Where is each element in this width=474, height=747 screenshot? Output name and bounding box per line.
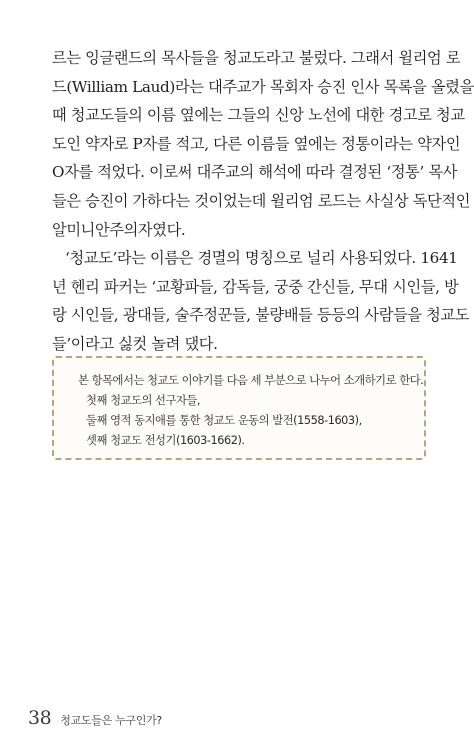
note-box-content bbox=[78, 371, 424, 451]
page-number: 38 bbox=[28, 707, 52, 729]
paragraph-1-line-6: 들은 승진이 가하다는 것이었는데 윌리엄 로드는 사실상 독단적인 bbox=[52, 191, 471, 210]
note-box-item-1: 첫째 청교도의 선구자들, bbox=[86, 394, 201, 407]
paragraph-1-line-4: 도인 약자로 P자를 적고, 다른 이름들 옆에는 정통이라는 약자인 bbox=[52, 134, 461, 153]
paragraph-1-line-3: 때 청교도들의 이름 옆에는 그들의 신앙 노선에 대한 경고로 청교 bbox=[52, 106, 465, 125]
note-box-item-3: 셋째 청교도 전성기(1603-1662). bbox=[86, 434, 245, 447]
page-footer bbox=[28, 707, 162, 729]
running-title: 청교도들은 누구인가? bbox=[60, 714, 162, 727]
paragraph-1-line-2: 드(William Laud)라는 대주교가 목회자 승진 인사 목록을 올렸을 bbox=[52, 77, 474, 96]
paragraph-2-line-3: 랑 시인들, 광대들, 술주정꾼들, 불량배들 등등의 사람들을 청교도 bbox=[52, 306, 470, 325]
paragraph-2-line-4: 들’이라고 싫컷 놀려 댔다. bbox=[52, 334, 218, 353]
note-box-item-2: 둘째 영적 동지애를 통한 청교도 운동의 발전(1558-1603), bbox=[86, 414, 362, 427]
paragraph-1-line-7: 알미니안주의자였다. bbox=[52, 220, 186, 239]
paragraph-1-line-5: O자를 적었다. 이로써 대주교의 해석에 따라 결정된 ‘정통’ 목사 bbox=[52, 163, 458, 182]
paragraph-2-line-1: ‘청교도’라는 이름은 경멸의 명칭으로 널리 사용되었다. 1641 bbox=[65, 249, 458, 268]
body-text bbox=[52, 44, 474, 359]
paragraph-1-line-1: 르는 잉글랜드의 목사들을 청교도라고 불렀다. 그래서 윌리엄 로 bbox=[52, 49, 461, 67]
note-box-intro: 본 항목에서는 청교도 이야기를 다음 세 부분으로 나누어 소개하기로 한다. bbox=[78, 374, 424, 387]
paragraph-2-line-2: 년 헨리 파커는 ‘교황파들, 감독들, 궁중 간신들, 무대 시인들, 방 bbox=[52, 277, 459, 296]
